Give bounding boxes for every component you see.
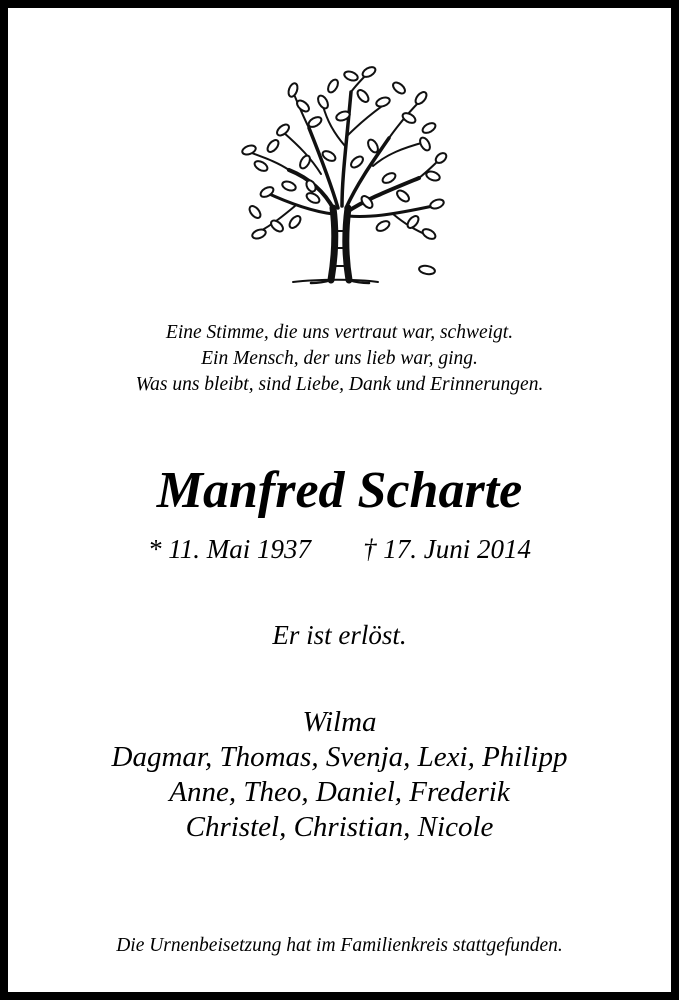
verse-line: Was uns bleibt, sind Liebe, Dank und Erinnerungen. xyxy=(135,374,544,395)
verse xyxy=(16,320,663,398)
mourners-list xyxy=(16,705,663,845)
statement: Er ist erlöst. xyxy=(272,620,407,650)
mourners-line: Wilma xyxy=(302,706,377,738)
burial-note: Die Urnenbeisetzung hat im Familienkreis stattgefunden. xyxy=(116,935,563,956)
deceased-name: Manfred Scharte xyxy=(156,462,523,519)
verse-line: Ein Mensch, der uns lieb war, ging. xyxy=(201,348,478,369)
mourners-line: Christel, Christian, Nicole xyxy=(185,811,494,843)
tree-icon xyxy=(233,66,448,288)
mourners-line: Anne, Theo, Daniel, Frederik xyxy=(169,776,510,808)
verse-line: Eine Stimme, die uns vertraut war, schweigt. xyxy=(165,322,514,343)
life-dates xyxy=(16,532,663,566)
death-date: † 17. Juni 2014 xyxy=(363,534,531,564)
mourners-line: Dagmar, Thomas, Svenja, Lexi, Philipp xyxy=(111,741,568,773)
birth-date: * 11. Mai 1937 xyxy=(148,534,311,564)
